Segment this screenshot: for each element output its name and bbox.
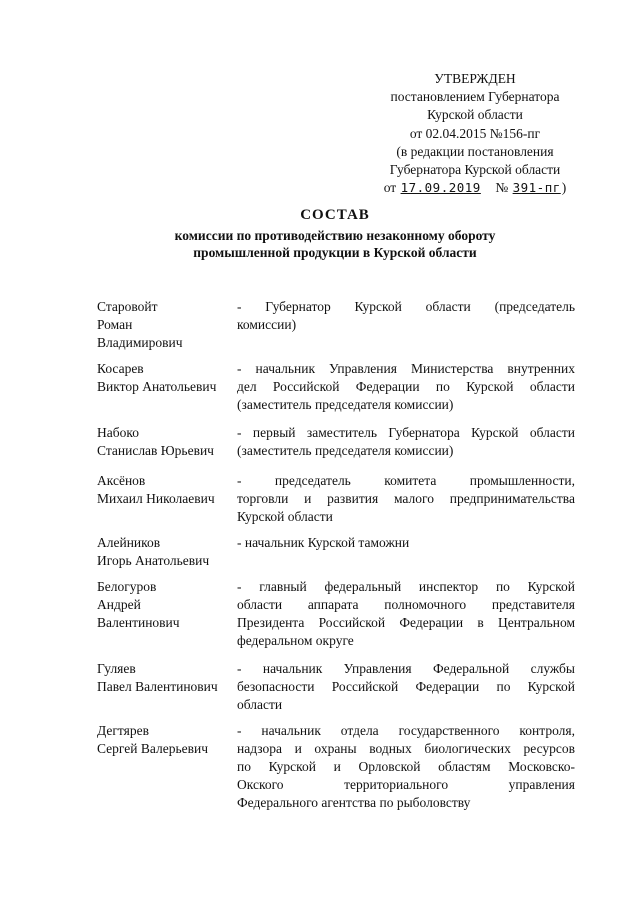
member-role: - начальник Управления Министерства внутренних дел Российской Федерации по Курской области (заместитель председателя комиссии): [237, 361, 575, 412]
approval-line: постановлением Губернатора: [390, 89, 560, 105]
member-name: Белогуров Андрей Валентинович: [97, 579, 180, 630]
approval-line: Курской области: [427, 107, 523, 123]
approval-line: (в редакции постановления: [396, 143, 554, 159]
member-role: - начальник Курской таможни: [237, 535, 410, 550]
member-role: - председатель комитета промышленности, торговли и развития малого предпринимательства Курской области: [237, 473, 575, 524]
approval-line: от 02.04.2015 №156-пг: [409, 125, 541, 141]
member-entry: [97, 578, 575, 650]
member-name: Косарев Виктор Анатольевич: [97, 361, 217, 394]
amendment-date-line: [370, 179, 580, 197]
number-prefix: №: [495, 180, 509, 196]
member-entry: [97, 534, 575, 570]
member-entry: [97, 298, 575, 352]
date-prefix: от: [383, 180, 397, 196]
subtitle-line: комиссии по противодействию незаконному обороту: [174, 228, 496, 243]
amendment-date: 17.09.2019: [400, 180, 481, 196]
member-role: - главный федеральный инспектор по Курской области аппарата полномочного представителя Президента Российской Федерации в Центральном федеральном округе: [237, 579, 575, 648]
member-role: - начальник отдела государственного контроля, надзора и охраны водных биологических ресурсов по Курской и Орловской областям Московско- Окского территориального управления Федерального агентства по рыболовству: [237, 723, 575, 810]
member-role: - Губернатор Курской области (председатель комиссии): [237, 299, 575, 332]
member-name: Дегтярев Сергей Валерьевич: [97, 723, 208, 756]
member-entry: [97, 722, 575, 812]
closing-paren: ): [561, 180, 567, 196]
member-name: Гуляев Павел Валентинович: [97, 661, 218, 694]
document-title: СОСТАВ: [300, 207, 370, 223]
member-name: Набоко Станислав Юрьевич: [97, 425, 214, 458]
amendment-number: 391-пг: [512, 180, 561, 196]
member-name: Алейников Игорь Анатольевич: [97, 535, 210, 568]
member-entry: [97, 360, 575, 414]
title-block: [100, 205, 570, 261]
approval-line: Губернатора Курской области: [389, 162, 561, 178]
member-name: Старовойт Роман Владимирович: [97, 299, 183, 350]
member-role: - начальник Управления Федеральной службы безопасности Российской Федерации по Курской области: [237, 661, 575, 712]
member-entry: [97, 472, 575, 526]
member-entry: [97, 424, 575, 460]
member-entry: [97, 660, 575, 714]
approval-line: УТВЕРЖДЕН: [434, 71, 516, 86]
approval-stamp-block: [370, 70, 580, 197]
member-role: - первый заместитель Губернатора Курской области (заместитель председателя комиссии): [237, 425, 575, 458]
member-name: Аксёнов Михаил Николаевич: [97, 473, 215, 506]
document-subtitle: [100, 227, 570, 261]
subtitle-line: промышленной продукции в Курской области: [193, 245, 477, 260]
